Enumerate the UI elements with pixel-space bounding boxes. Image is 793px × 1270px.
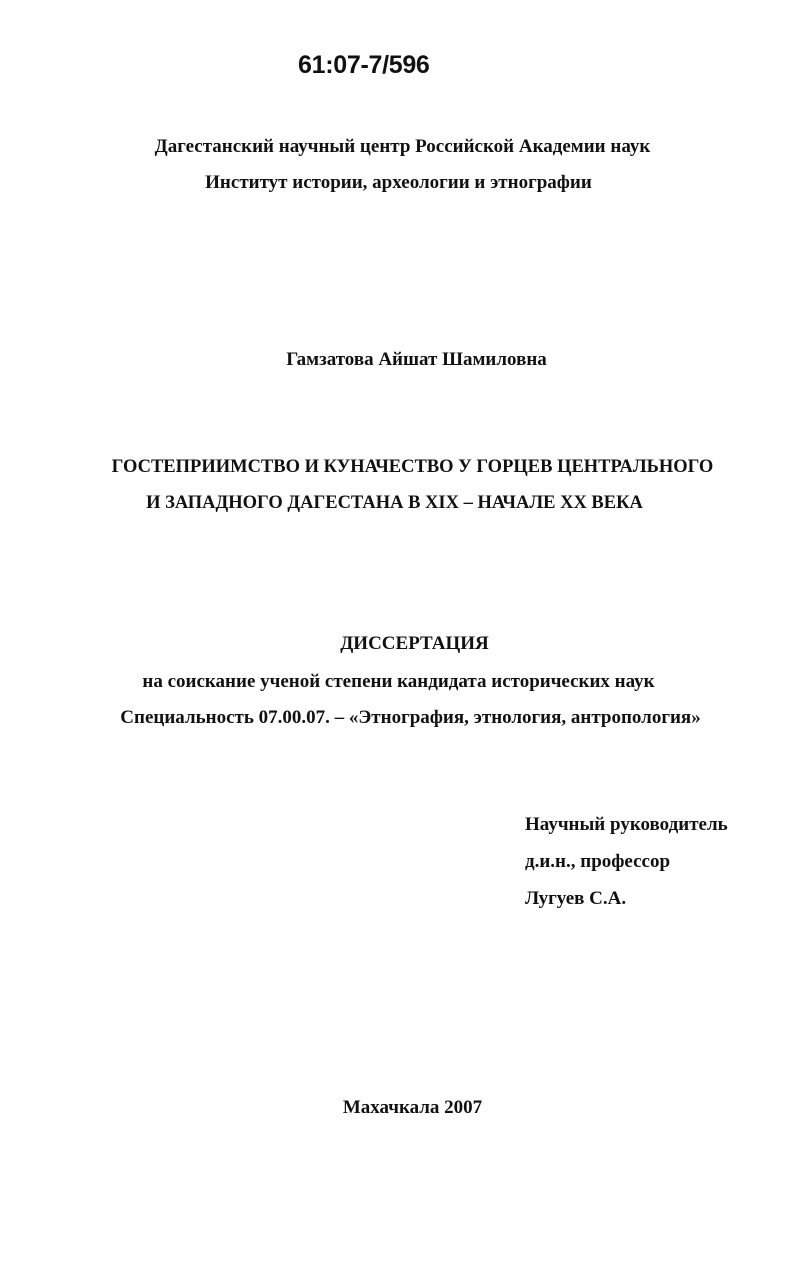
organization-name: Дагестанский научный центр Российской Академии наук (154, 136, 651, 157)
advisor-block (525, 814, 728, 925)
thesis-title-line-2: И ЗАПАДНОГО ДАГЕСТАНА В XIX – НАЧАЛЕ XX ВЕКА (146, 493, 643, 513)
advisor-role: Научный руководитель (525, 814, 728, 835)
specialty: Специальность 07.00.07. – «Этнография, этнология, антропология» (120, 707, 701, 728)
institute-name: Институт истории, археологии и этнографии (205, 172, 592, 193)
advisor-name: Лугуев С.А. (525, 888, 627, 909)
degree-purpose: на соискание ученой степени кандидата исторических наук (142, 671, 655, 692)
advisor-degree: д.и.н., профессор (525, 851, 671, 872)
city-year: Махачкала 2007 (342, 1097, 483, 1118)
author-name: Гамзатова Айшат Шамиловна (286, 349, 547, 370)
catalog-number: 61:07-7/596 (298, 51, 430, 79)
thesis-title-line-1: ГОСТЕПРИИМСТВО И КУНАЧЕСТВО У ГОРЦЕВ ЦЕНТРАЛЬНОГО (111, 457, 714, 477)
document-type: ДИССЕРТАЦИЯ (340, 633, 489, 654)
